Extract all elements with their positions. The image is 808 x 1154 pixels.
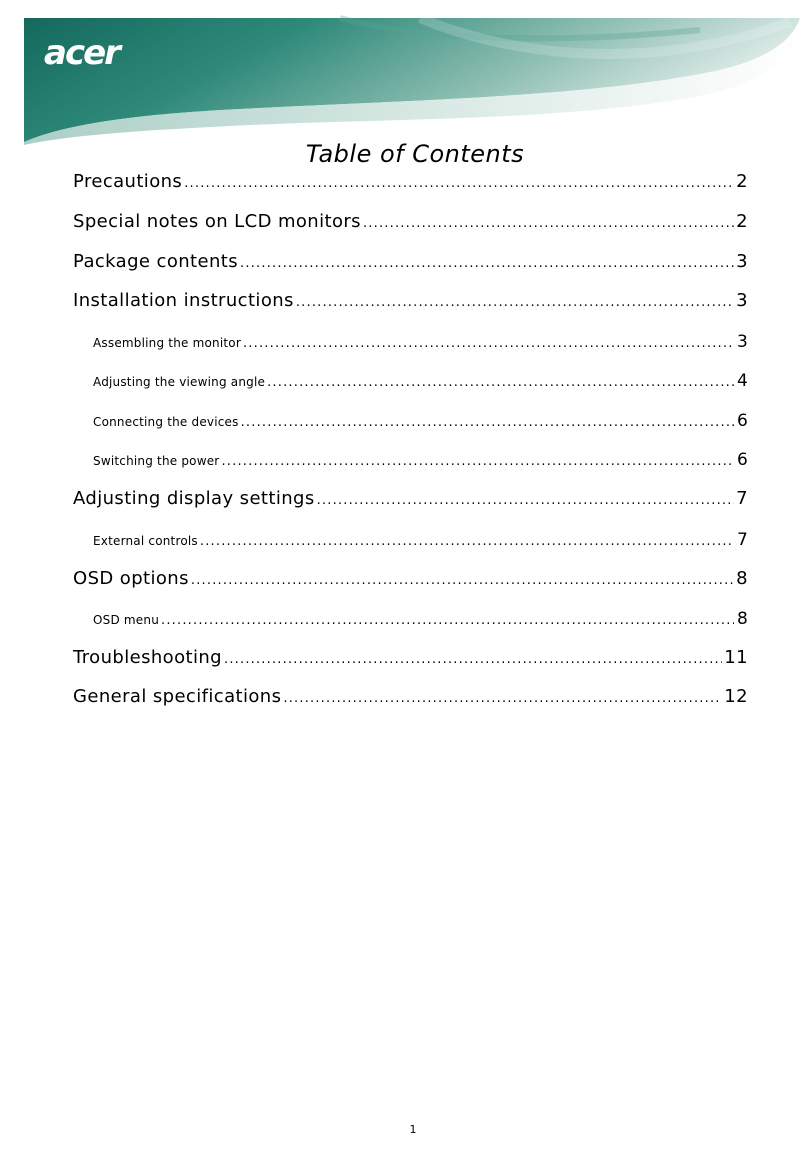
toc-dot-leader: [240, 257, 734, 270]
toc-page-number: 2: [736, 171, 748, 192]
toc-entry-connecting-devices[interactable]: [93, 411, 748, 431]
toc-dot-leader: [224, 653, 722, 666]
toc-page-number: 8: [736, 609, 748, 629]
toc-page-number: 3: [736, 290, 748, 311]
toc-entry-label: OSD menu: [93, 613, 160, 627]
toc-entry-osd-options[interactable]: [73, 568, 748, 589]
toc-dot-leader: [184, 177, 734, 190]
toc-entry-adjusting-viewing-angle[interactable]: [93, 371, 748, 391]
toc-dot-leader: [221, 455, 734, 468]
toc-page-number: 7: [736, 530, 748, 550]
toc-entry-label: Troubleshooting: [73, 647, 222, 668]
toc-dot-leader: [200, 535, 734, 548]
toc-page-number: 6: [736, 411, 748, 431]
toc-page-number: 7: [736, 488, 748, 509]
toc-dot-leader: [241, 416, 734, 429]
toc-entry-label: Adjusting display settings: [73, 488, 315, 509]
toc-page-number: 6: [736, 450, 748, 470]
toc-entry-general-specifications[interactable]: [73, 686, 748, 707]
toc-entry-precautions[interactable]: [73, 171, 748, 192]
toc-page-number: 4: [736, 371, 748, 391]
toc-title: Table of Contents: [305, 140, 525, 168]
acer-logo-text: acer: [44, 34, 119, 73]
toc-entry-switching-power[interactable]: [93, 450, 748, 470]
toc-entry-label: Package contents: [73, 251, 239, 272]
toc-entry-label: External controls: [93, 534, 198, 548]
toc-dot-leader: [267, 376, 734, 389]
toc-page-number: 2: [736, 211, 748, 232]
toc-entry-label: Installation instructions: [73, 290, 294, 311]
toc-entry-label: Adjusting the viewing angle: [93, 375, 266, 389]
toc-dot-leader: [296, 296, 734, 309]
toc-dot-leader: [363, 217, 734, 230]
toc-page-number: 3: [736, 251, 748, 272]
toc-entry-label: Assembling the monitor: [93, 336, 241, 350]
toc-entry-package-contents[interactable]: [73, 251, 748, 272]
toc-dot-leader: [191, 574, 734, 587]
toc-dot-leader: [161, 614, 734, 627]
toc-entry-label: OSD options: [73, 568, 189, 589]
acer-logo: [42, 34, 152, 74]
toc-dot-leader: [243, 337, 734, 350]
footer-page-number: 1: [409, 1123, 417, 1136]
toc-dot-leader: [283, 692, 722, 705]
toc-page-number: 8: [736, 568, 748, 589]
toc-entry-label: Special notes on LCD monitors: [73, 211, 361, 232]
toc-entry-label: General specifications: [73, 686, 282, 707]
toc-entry-osd-menu[interactable]: [93, 609, 748, 629]
toc-dot-leader: [317, 494, 734, 507]
toc-entry-external-controls[interactable]: [93, 530, 748, 550]
toc-entry-adjusting-display-settings[interactable]: [73, 488, 748, 509]
header-banner: [0, 0, 808, 145]
toc-page-number: 3: [736, 332, 748, 352]
toc-entry-special-notes[interactable]: [73, 211, 748, 232]
toc-page-number: 11: [724, 647, 748, 668]
toc-entry-label: Connecting the devices: [93, 415, 239, 429]
toc-entry-label: Precautions: [73, 171, 183, 192]
toc-entry-assembling-monitor[interactable]: [93, 332, 748, 352]
toc-entry-installation-instructions[interactable]: [73, 290, 748, 311]
toc-entry-label: Switching the power: [93, 454, 220, 468]
toc-page-number: 12: [724, 686, 748, 707]
toc-entry-troubleshooting[interactable]: [73, 647, 748, 668]
